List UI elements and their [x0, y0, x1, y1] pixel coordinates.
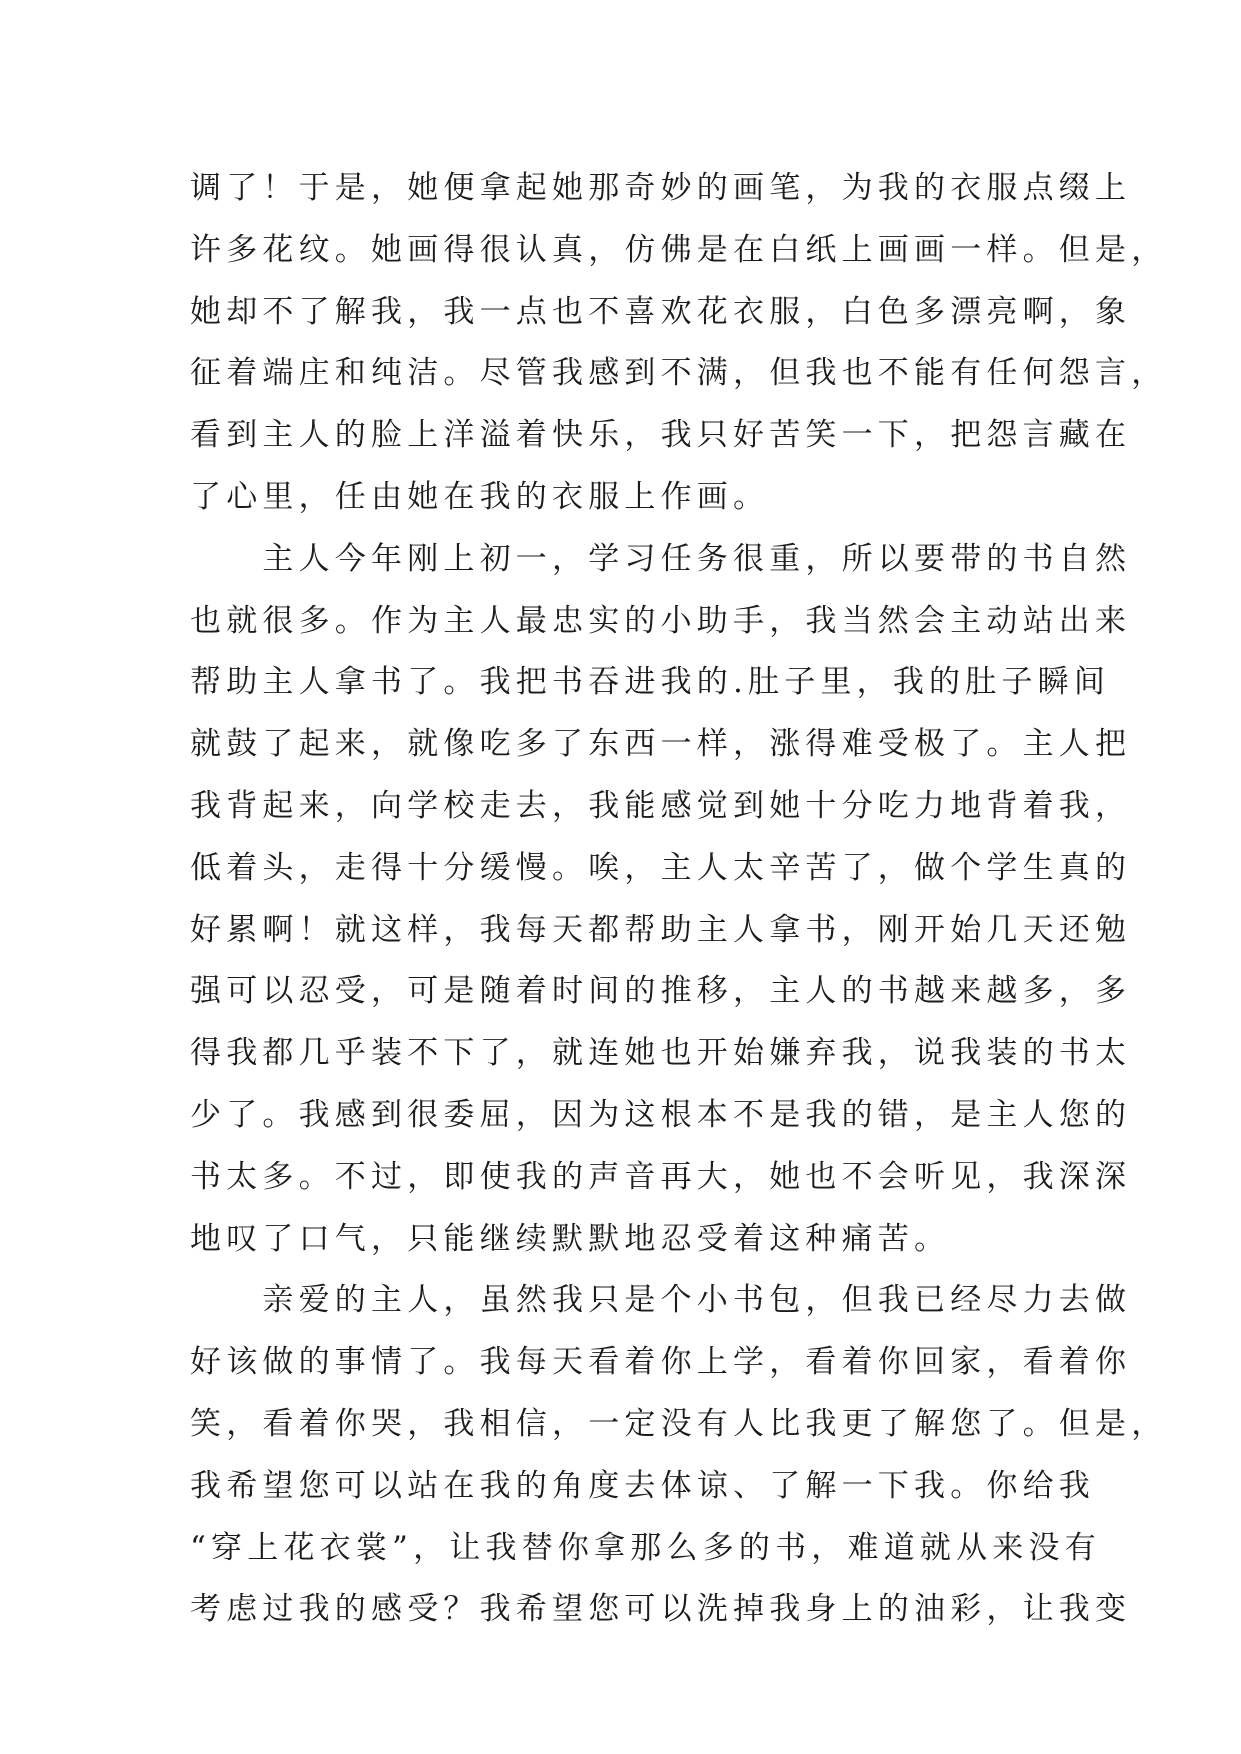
text-line: 强可以忍受，可是随着时间的推移，主人的书越来越多，多	[190, 973, 1132, 1010]
text-line: 就鼓了起来，就像吃多了东西一样，涨得难受极了。主人把	[190, 726, 1132, 763]
text-line: 我希望您可以站在我的角度去体谅、了解一下我。你给我	[190, 1467, 1095, 1504]
text-line: 看到主人的脸上洋溢着快乐，我只好苦笑一下，把怨言藏在	[190, 417, 1132, 454]
text-line: 地叹了口气，只能继续默默地忍受着这种痛苦。	[190, 1220, 951, 1257]
text-line: 帮助主人拿书了。我把书吞进我的.肚子里，我的肚子瞬间	[190, 664, 1111, 701]
text-line: 得我都几乎装不下了，就连她也开始嫌弃我，说我装的书太	[190, 1035, 1132, 1072]
text-line: 征着端庄和纯洁。尽管我感到不满，但我也不能有任何怨言，	[190, 355, 1168, 392]
text-line: 也就很多。作为主人最忠实的小助手，我当然会主动站出来	[190, 602, 1132, 639]
paragraph-start-line: 主人今年刚上初一，学习任务很重，所以要带的书自然	[190, 540, 1132, 577]
text-line: 书太多。不过，即使我的声音再大，她也不会听见，我深深	[190, 1158, 1132, 1195]
text-line: 调了！于是，她便拿起她那奇妙的画笔，为我的衣服点缀上	[190, 170, 1132, 206]
text-line: 了心里，任由她在我的衣服上作画。	[190, 478, 770, 515]
text-line: 好累啊！就这样，我每天都帮助主人拿书，刚开始几天还勉	[190, 911, 1132, 948]
text-line: 好该做的事情了。我每天看着你上学，看着你回家，看着你	[190, 1344, 1132, 1381]
text-line: 她却不了解我，我一点也不喜欢花衣服，白色多漂亮啊，象	[190, 293, 1132, 330]
text-line: “穿上花衣裳”，让我替你拿那么多的书，难道就从来没有	[190, 1529, 1101, 1566]
text-line: 低着头，走得十分缓慢。唉，主人太辛苦了，做个学生真的	[190, 849, 1132, 886]
paragraph-start-line: 亲爱的主人，虽然我只是个小书包，但我已经尽力去做	[190, 1282, 1132, 1319]
text-line: 我背起来，向学校走去，我能感觉到她十分吃力地背着我，	[190, 787, 1132, 824]
body-text	[190, 158, 1168, 1641]
text-line: 考虑过我的感受？我希望您可以洗掉我身上的油彩，让我变	[190, 1591, 1132, 1628]
text-line: 少了。我感到很委屈，因为这根本不是我的错，是主人您的	[190, 1096, 1132, 1133]
text-line: 许多花纹。她画得很认真，仿佛是在白纸上画画一样。但是，	[190, 231, 1168, 268]
text-line: 笑，看着你哭，我相信，一定没有人比我更了解您了。但是，	[190, 1405, 1168, 1442]
